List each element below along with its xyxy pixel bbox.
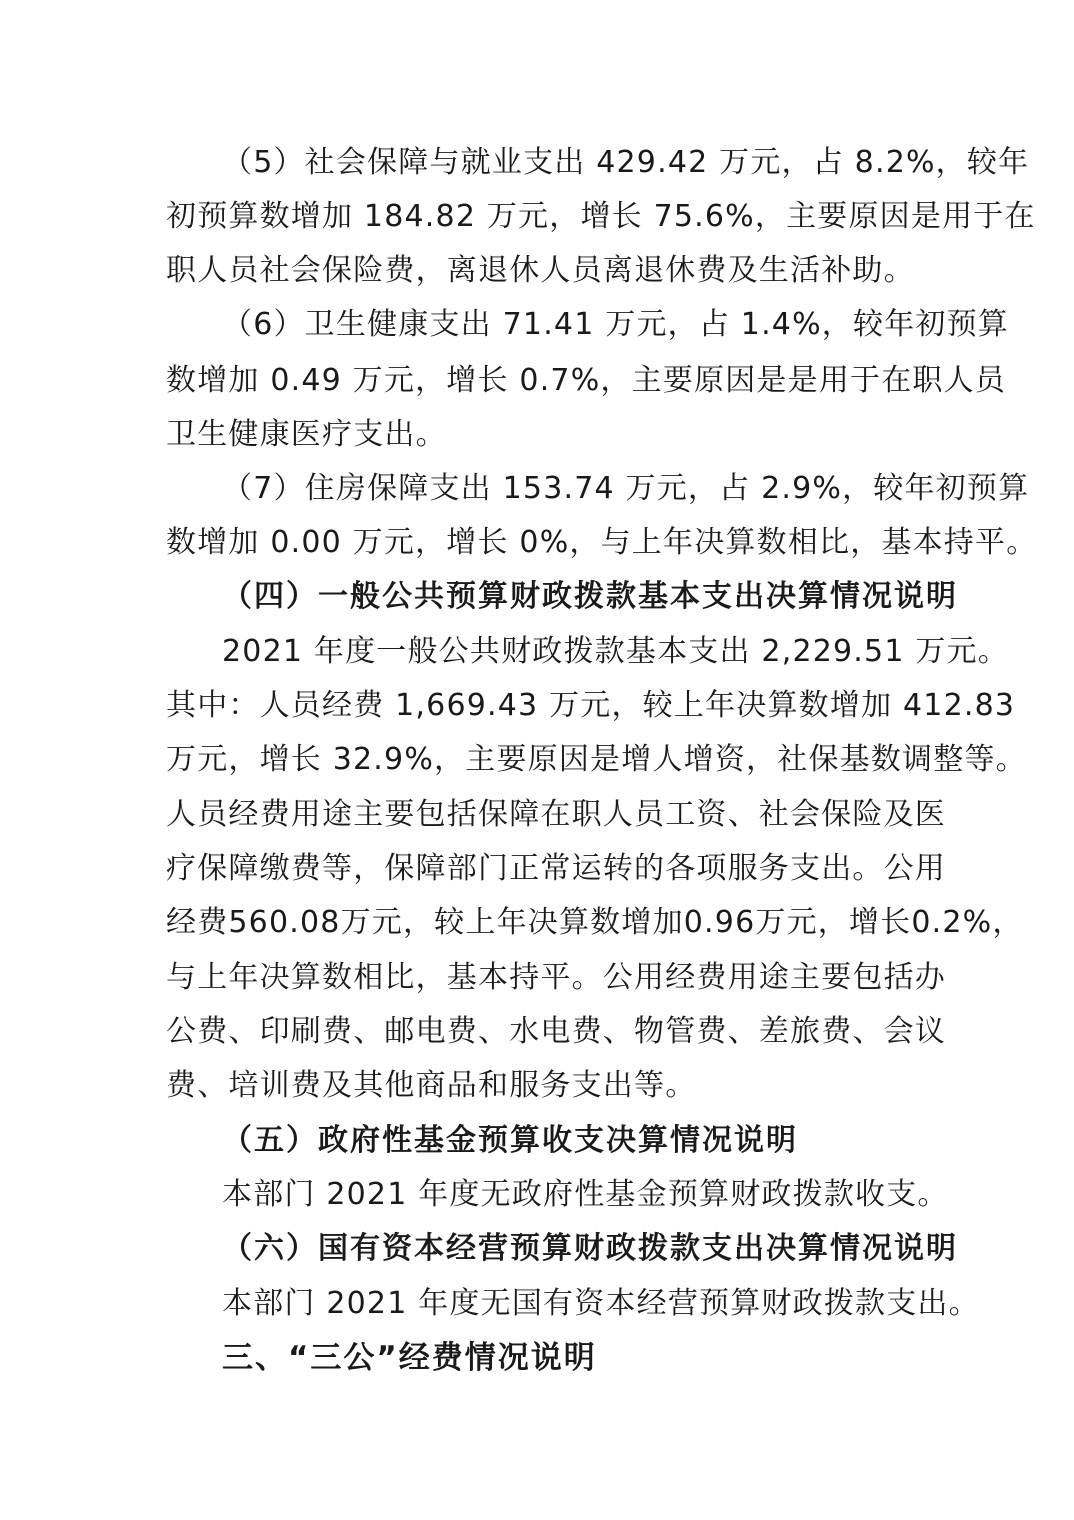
heading-section-6: （六）国有资本经营预算财政拨款支出决算情况说明	[222, 1231, 958, 1266]
paragraph-6-line-3: 卫生健康医疗支出。	[166, 417, 447, 452]
heading-section-4: （四）一般公共预算财政拨款基本支出决算情况说明	[222, 579, 958, 614]
paragraph-basic-line-6: 经费560.08万元，较上年决算数增加0.96万元，增长0.2%，	[166, 905, 1024, 940]
heading-section-5: （五）政府性基金预算收支决算情况说明	[222, 1123, 798, 1158]
paragraph-5-line-1: （5）社会保障与就业支出 429.42 万元，占 8.2%，较年	[222, 145, 1030, 180]
paragraph-basic-line-8: 公费、印刷费、邮电费、水电费、物管费、差旅费、会议	[166, 1014, 946, 1049]
paragraph-fund-line-1: 本部门 2021 年度无政府性基金预算财政拨款收支。	[222, 1177, 949, 1212]
paragraph-basic-line-5: 疗保障缴费等，保障部门正常运转的各项服务支出。公用	[166, 851, 946, 886]
paragraph-basic-line-4: 人员经费用途主要包括保障在职人员工资、社会保险及医	[166, 797, 946, 832]
paragraph-7-line-1: （7）住房保障支出 153.74 万元，占 2.9%，较年初预算	[222, 471, 1030, 506]
paragraph-6-line-2: 数增加 0.49 万元，增长 0.7%，主要原因是是用于在职人员	[166, 363, 1007, 398]
paragraph-capital-line-1: 本部门 2021 年度无国有资本经营预算财政拨款支出。	[222, 1286, 980, 1321]
paragraph-6-line-1: （6）卫生健康支出 71.41 万元，占 1.4%，较年初预算	[222, 307, 1009, 342]
paragraph-5-line-2: 初预算数增加 184.82 万元，增长 75.6%，主要原因是用于在	[166, 199, 1036, 234]
paragraph-basic-line-1: 2021 年度一般公共财政拨款基本支出 2,229.51 万元。	[222, 634, 1009, 669]
paragraph-basic-line-7: 与上年决算数相比，基本持平。公用经费用途主要包括办	[166, 960, 946, 995]
heading-section-three: 三、“三公”经费情况说明	[222, 1340, 597, 1376]
paragraph-basic-line-9: 费、培训费及其他商品和服务支出等。	[166, 1068, 697, 1103]
paragraph-basic-line-2: 其中：人员经费 1,669.43 万元，较上年决算数增加 412.83	[166, 688, 1016, 723]
paragraph-5-line-3: 职人员社会保险费，离退休人员离退休费及生活补助。	[166, 253, 915, 288]
paragraph-7-line-2: 数增加 0.00 万元，增长 0%，与上年决算数相比，基本持平。	[166, 525, 1038, 560]
paragraph-basic-line-3: 万元，增长 32.9%，主要原因是增人增资，社保基数调整等。	[166, 742, 1027, 777]
